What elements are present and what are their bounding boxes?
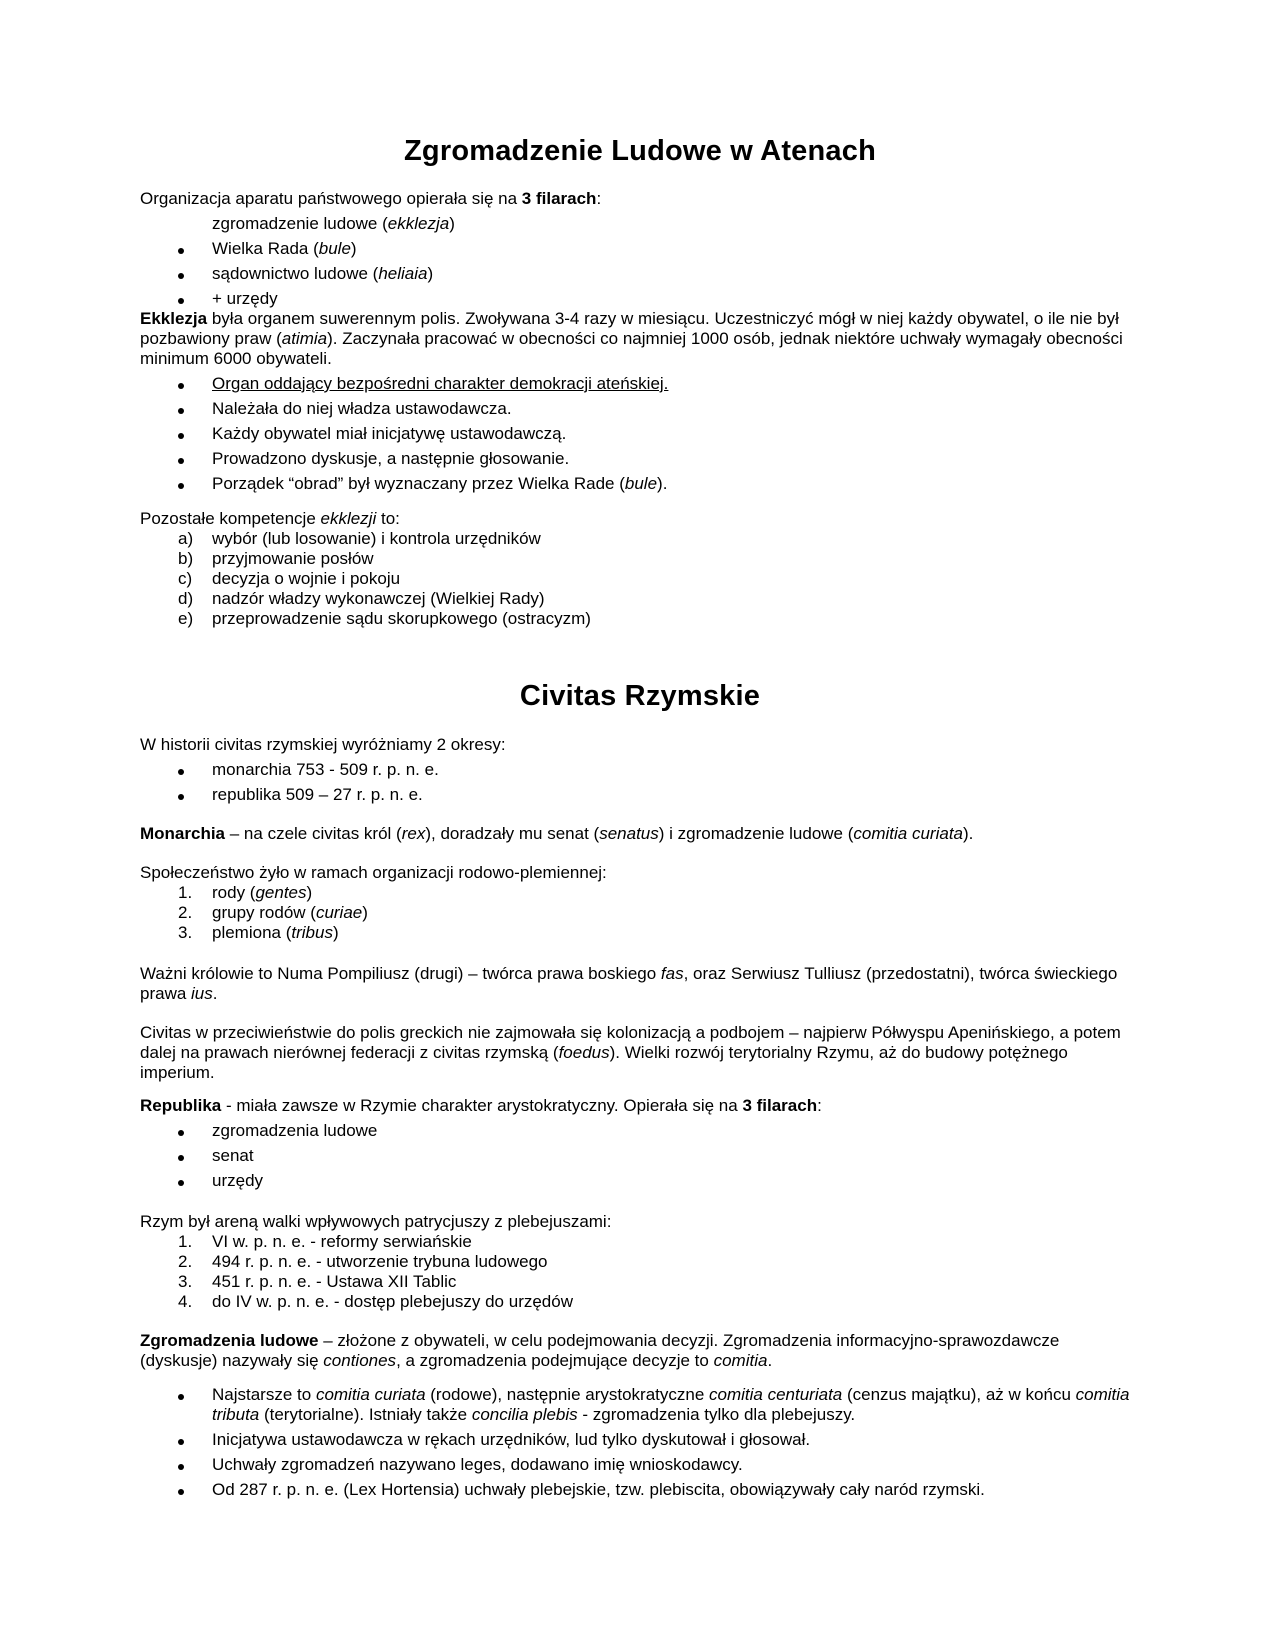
- text-run: Porządek “obrad” był wyznaczany przez Wielka Rade (: [212, 474, 625, 493]
- bullet-icon: [140, 239, 212, 259]
- bullet-icon: [140, 1430, 212, 1450]
- text-run-italic: comitia centuriata: [709, 1385, 843, 1404]
- text-run: ).: [963, 824, 974, 843]
- text-run-italic: ekklezji: [320, 509, 377, 528]
- list-item-text: [212, 1232, 1140, 1252]
- paragraph-civitas: [140, 1023, 1140, 1083]
- list-item-text: [212, 474, 1140, 494]
- list-item-text: [212, 1455, 1140, 1475]
- text-run: ). Zaczynała pracować w obecności co najmniej 1000 osób, jednak niektóre uchwały wymagały obecności minimum 6000 obywateli.: [140, 329, 1123, 368]
- text-run-italic: contiones: [323, 1351, 397, 1370]
- list-item: [140, 1385, 1140, 1425]
- text-run: – na czele civitas król (: [225, 824, 402, 843]
- list-assemblies: [140, 1385, 1140, 1500]
- list-item-text: [212, 549, 1140, 569]
- text-run: zgromadzenia ludowe: [212, 1121, 378, 1140]
- text-run-italic: comitia curiata: [853, 824, 964, 843]
- list-item: [140, 1272, 1140, 1292]
- text-run-italic: tribus: [291, 923, 333, 942]
- text-run: ). Wielki rozwój terytorialny Rzymu, aż do budowy potężnego imperium.: [140, 1043, 1068, 1082]
- list-marker: 3.: [178, 1272, 193, 1291]
- text-run: decyzja o wojnie i pokoju: [212, 569, 401, 588]
- text-run: .: [767, 1351, 773, 1370]
- text-run-bold: Ekklezja: [140, 309, 208, 328]
- text-run-italic: curiae: [315, 903, 363, 922]
- list-item: [140, 923, 1140, 943]
- text-run: 451 r. p. n. e. - Ustawa XII Tablic: [212, 1272, 457, 1291]
- list-item-text: [212, 923, 1140, 943]
- text-run-bold: 3 filarach: [742, 1096, 818, 1115]
- list-item: [140, 609, 1140, 629]
- text-run: Należała do niej władza ustawodawcza.: [212, 399, 512, 418]
- text-run-italic: fas: [660, 964, 684, 983]
- text-run: senat: [212, 1146, 254, 1165]
- list-item-text: [212, 239, 1140, 259]
- list-marker: 2.: [178, 1252, 193, 1271]
- text-run-bold: 3 filarach: [521, 189, 597, 208]
- text-run: ): [362, 903, 368, 922]
- text-run-italic: heliaia: [378, 264, 428, 283]
- text-run: urzędy: [212, 1171, 264, 1190]
- list-item: [140, 449, 1140, 469]
- list-item: [140, 264, 1140, 284]
- text-run: zgromadzenie ludowe (: [212, 214, 388, 233]
- list-item: [140, 785, 1140, 805]
- list-struggle: [140, 1232, 1140, 1312]
- paragraph-assemblies: [140, 1331, 1140, 1371]
- text-run-italic: ius: [191, 984, 213, 1003]
- list-item: [140, 1171, 1140, 1191]
- text-run: ): [449, 214, 455, 233]
- text-run: ), doradzały mu senat (: [425, 824, 600, 843]
- text-run: Prowadzono dyskusje, a następnie głosowanie.: [212, 449, 570, 468]
- text-run: - zgromadzenia tylko dla plebejuszy.: [577, 1405, 856, 1424]
- paragraph-struggle-head: Rzym był areną walki wpływowych patrycjuszy z plebejuszami:: [140, 1212, 612, 1231]
- bullet-icon: [140, 1121, 212, 1141]
- text-run: ): [332, 923, 339, 942]
- list-item: [140, 1232, 1140, 1252]
- list-ekklezja-features: [140, 374, 1140, 494]
- list-marker: 4.: [178, 1292, 193, 1311]
- list-item-text: [212, 399, 1140, 419]
- list-item: [140, 289, 1140, 309]
- list-marker: c): [178, 569, 193, 588]
- list-athens-pillars: [140, 214, 1140, 309]
- list-item: [140, 1146, 1140, 1166]
- text-run: , oraz Serwiusz Tulliusz (przedostatni), twórca świeckiego prawa: [140, 964, 1118, 1003]
- bullet-icon: [140, 1385, 212, 1405]
- text-run-italic: atimia: [281, 329, 328, 348]
- list-item: [140, 399, 1140, 419]
- text-run: monarchia 753 - 509 r. p. n. e.: [212, 760, 439, 779]
- bullet-icon: [140, 1146, 212, 1166]
- list-item-text: [212, 1146, 1140, 1166]
- text-run: :: [817, 1096, 822, 1115]
- text-run: rody (: [212, 883, 256, 902]
- list-item: [140, 424, 1140, 444]
- list-item: [140, 883, 1140, 903]
- text-run: ).: [657, 474, 668, 493]
- text-run: (terytorialne). Istniały także: [259, 1405, 472, 1424]
- bullet-icon: [140, 1480, 212, 1500]
- text-run: Uchwały zgromadzeń nazywano leges, dodawano imię wnioskodawcy.: [212, 1455, 743, 1474]
- paragraph-republika: [140, 1096, 1140, 1116]
- bullet-icon: [140, 424, 212, 444]
- title-athens: Zgromadzenie Ludowe w Atenach: [404, 135, 876, 167]
- list-item-text: [212, 1121, 1140, 1141]
- text-run: VI w. p. n. e. - reformy serwiańskie: [212, 1232, 472, 1251]
- list-marker: 1.: [178, 883, 193, 902]
- list-marker: 3.: [178, 923, 193, 942]
- text-run-italic: bule: [318, 239, 351, 258]
- list-item: [140, 1121, 1140, 1141]
- text-run: ): [350, 239, 357, 258]
- text-run: ): [306, 883, 313, 902]
- text-run: Pozostałe kompetencje: [140, 509, 321, 528]
- list-item-text: [212, 449, 1140, 469]
- list-item-text: [212, 569, 1140, 589]
- text-run: do IV w. p. n. e. - dostęp plebejuszy do urzędów: [212, 1292, 573, 1311]
- text-run-bold: Zgromadzenia ludowe: [140, 1331, 319, 1350]
- text-run: była organem suwerennym polis. Zwoływana 3-4 razy w miesiącu. Uczestniczyć mógł w niej każdy obywatel, o ile nie był pozbawiony praw (: [140, 309, 1119, 348]
- list-competences: [140, 529, 1140, 629]
- list-item-text: [212, 1252, 1140, 1272]
- text-run: ) i zgromadzenie ludowe (: [658, 824, 854, 843]
- text-run: – złożone z obywateli, w celu podejmowania decyzji. Zgromadzenia informacyjno-sprawozdawcze (dyskusje) nazywały się: [140, 1331, 1060, 1370]
- text-run: Od 287 r. p. n. e. (Lex Hortensia) uchwały plebejskie, tzw. plebiscita, obowiązywały cały naród rzymski.: [212, 1480, 985, 1499]
- text-run-italic: rex: [401, 824, 426, 843]
- bullet-icon: [140, 785, 212, 805]
- text-run: wybór (lub losowanie) i kontrola urzędników: [212, 529, 541, 548]
- list-item: [140, 214, 1140, 234]
- list-item: [140, 1455, 1140, 1475]
- bullet-icon: [140, 374, 212, 394]
- list-item: [140, 474, 1140, 494]
- bullet-icon: [140, 1455, 212, 1475]
- text-run-bold: Monarchia: [140, 824, 226, 843]
- list-item-text: [212, 1272, 1140, 1292]
- text-run-italic: comitia: [713, 1351, 768, 1370]
- list-marker: b): [178, 549, 194, 568]
- list-item-text: [212, 1430, 1140, 1450]
- list-item: [140, 374, 1140, 394]
- list-item-text: [212, 214, 1140, 234]
- list-item-text: [212, 529, 1140, 549]
- list-marker: 1.: [178, 1232, 193, 1251]
- list-item: [140, 589, 1140, 609]
- text-run: republika 509 – 27 r. p. n. e.: [212, 785, 423, 804]
- list-item-text: [212, 374, 1140, 394]
- paragraph-kings: [140, 964, 1140, 1004]
- text-run: Każdy obywatel miał inicjatywę ustawodawczą.: [212, 424, 567, 443]
- list-item: [140, 239, 1140, 259]
- text-run: sądownictwo ludowe (: [212, 264, 379, 283]
- bullet-icon: [140, 264, 212, 284]
- text-run: Organizacja aparatu państwowego opierała się na: [140, 189, 522, 208]
- list-item-text: [212, 1480, 1140, 1500]
- text-run: Najstarsze to: [212, 1385, 316, 1404]
- text-run-italic: comitia tributa: [212, 1385, 1130, 1424]
- bullet-icon: [140, 474, 212, 494]
- list-item-text: [212, 589, 1140, 609]
- list-item: [140, 1292, 1140, 1312]
- list-marker: 2.: [178, 903, 193, 922]
- list-marker: e): [178, 609, 194, 628]
- text-run: plemiona (: [212, 923, 292, 942]
- list-item: [140, 760, 1140, 780]
- list-item: [140, 1480, 1140, 1500]
- list-item: [140, 529, 1140, 549]
- bullet-icon: [140, 1171, 212, 1191]
- text-run: (rodowe), następnie arystokratyczne: [425, 1385, 710, 1404]
- list-item-text: [212, 1171, 1140, 1191]
- text-run-italic: ekklezja: [387, 214, 450, 233]
- text-run: Inicjatywa ustawodawcza w rękach urzędników, lud tylko dyskutował i głosował.: [212, 1430, 811, 1449]
- text-run: (cenzus majątku), aż w końcu: [842, 1385, 1076, 1404]
- bullet-icon: [140, 399, 212, 419]
- text-run: Ważni królowie to Numa Pompiliusz (drugi) – twórca prawa boskiego: [140, 964, 661, 983]
- text-run: przyjmowanie posłów: [212, 549, 374, 568]
- text-run: przeprowadzenie sądu skorupkowego (ostracyzm): [212, 609, 591, 628]
- text-run: , a zgromadzenia podejmujące decyzje to: [396, 1351, 714, 1370]
- list-society: [140, 883, 1140, 943]
- paragraph-society-head: Społeczeństwo żyło w ramach organizacji rodowo-plemiennej:: [140, 863, 607, 882]
- text-run: Wielka Rada (: [212, 239, 319, 258]
- text-run: to:: [376, 509, 400, 528]
- title-rome: Civitas Rzymskie: [519, 680, 761, 712]
- list-republika-pillars: [140, 1121, 1140, 1191]
- list-item: [140, 1430, 1140, 1450]
- list-marker: a): [178, 529, 194, 548]
- text-run-italic: senatus: [599, 824, 659, 843]
- paragraph-competences-head: [140, 509, 1140, 529]
- list-item-text: [212, 609, 1140, 629]
- text-run-underline: Organ oddający bezpośredni charakter demokracji ateńskiej.: [212, 374, 669, 393]
- list-item: [140, 1252, 1140, 1272]
- text-run: .: [212, 984, 218, 1003]
- text-run: nadzór władzy wykonawczej (Wielkiej Rady): [212, 589, 545, 608]
- text-run-italic: concilia plebis: [471, 1405, 578, 1424]
- text-run-italic: foedus: [558, 1043, 610, 1062]
- list-item-text: [212, 903, 1140, 923]
- paragraph-monarchia: [140, 824, 1140, 844]
- paragraph-intro: [140, 189, 1140, 209]
- list-item-text: [212, 1385, 1140, 1425]
- list-item-text: [212, 424, 1140, 444]
- paragraph-periods-head: W historii civitas rzymskiej wyróżniamy 2 okresy:: [140, 735, 506, 754]
- list-item-text: [212, 289, 1140, 309]
- list-periods: [140, 760, 1140, 805]
- text-run: ): [427, 264, 434, 283]
- list-item-text: [212, 760, 1140, 780]
- text-run: grupy rodów (: [212, 903, 316, 922]
- list-item-text: [212, 1292, 1140, 1312]
- text-run: 494 r. p. n. e. - utworzenie trybuna ludowego: [212, 1252, 548, 1271]
- text-run: + urzędy: [212, 289, 278, 308]
- text-run-italic: comitia curiata: [315, 1385, 426, 1404]
- list-marker: d): [178, 589, 194, 608]
- text-run-italic: gentes: [255, 883, 307, 902]
- bullet-icon: [140, 449, 212, 469]
- text-run: - miała zawsze w Rzymie charakter arystokratyczny. Opierała się na: [221, 1096, 743, 1115]
- list-item-text: [212, 883, 1140, 903]
- text-run: :: [596, 189, 602, 208]
- list-item: [140, 903, 1140, 923]
- bullet-icon: [140, 289, 212, 309]
- text-run: Civitas w przeciwieństwie do polis greckich nie zajmowała się kolonizacją a podbojem – najpierw Półwyspu Apenińskiego, a potem dalej na prawach nierównej federacji z civitas rzymską (: [140, 1023, 1121, 1062]
- list-item-text: [212, 264, 1140, 284]
- list-item-text: [212, 785, 1140, 805]
- text-run-bold: Republika: [140, 1096, 222, 1115]
- list-item: [140, 549, 1140, 569]
- list-item: [140, 569, 1140, 589]
- paragraph-ekklezja: [140, 309, 1140, 369]
- text-run-italic: bule: [624, 474, 658, 493]
- bullet-icon: [140, 760, 212, 780]
